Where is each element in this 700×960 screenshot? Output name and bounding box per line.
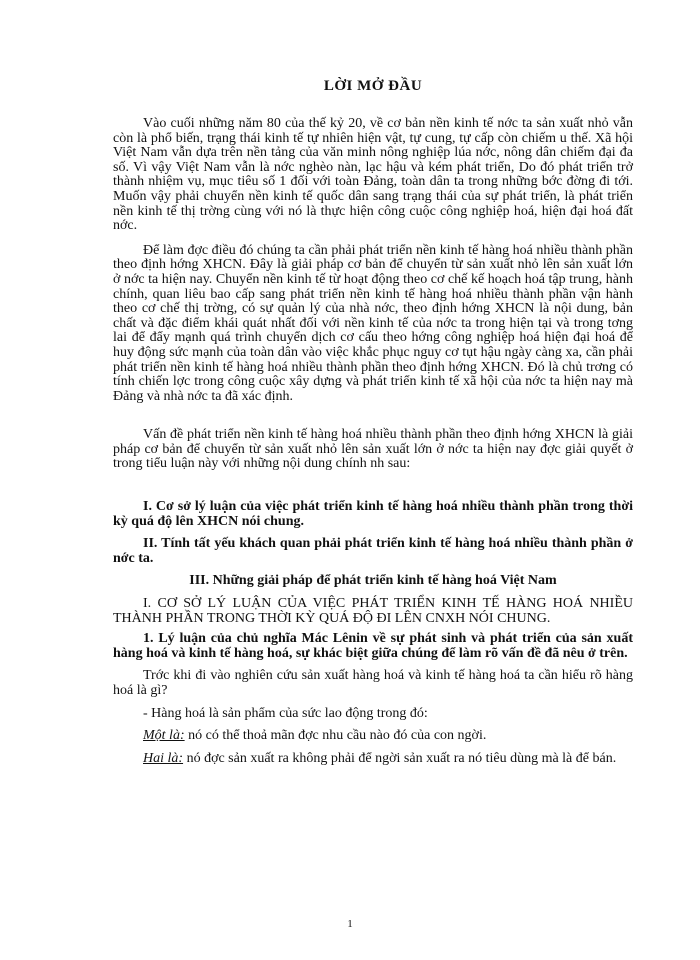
item-text: nó đợc sản xuất ra không phải để ngời sản xuất ra nó tiêu dùng mà là để bán. [183,750,617,766]
section-heading-3: III. Những giải pháp để phát triển kinh tế hàng hoá Việt Nam [189,573,557,589]
page-number: 1 [347,918,353,930]
document-page [113,70,633,774]
list-item [113,752,633,767]
item-label: Một là: [143,728,185,744]
intro-paragraph-2: Để làm đợc điều đó chúng ta cần phải phát triển nền kinh tế hàng hoá nhiều thành phần theo định hớng XHCN. Đây là giải pháp cơ bản để chuyển từ sản xuất nhỏ lên sản xuất lớn ở nớc ta hiện nay. Chuyển nền kinh tế từ hoạt động theo cơ chế kế hoạch hoá tập trung, hành chính, quan liêu bao cấp sang phát triển nền kinh tế hàng hoá nhiều thành phần vận hành theo cơ chế thị trờng, có sự quản lý của nhà nớc, theo định hớng XHCN là nội dung, bản chất và đặc điểm khái quát nhất đối với nền kinh tế của nớc ta trong hiện tại và trong tơng lai để đẩy mạnh quá trình chuyển dịch cơ cấu theo hớng công nghiệp hoá hiện đại hoá để huy động sức mạnh của toàn dân vào việc khắc phục nguy cơ tụt hậu ngày càng xa, cần phải phát triển nền kinh tế hàng hoá nhiều thành phần theo định hớng XHCN. Đó là chủ trơng có tính chiến lợc trong công cuộc xây dựng và phát triển kinh tế xã hội của nớc ta hiện nay mà Đảng và nhà nớc ta đã xác định. [113,242,633,404]
list-item [113,729,633,744]
question-paragraph: Trớc khi đi vào nghiên cứu sản xuất hàng hoá và kinh tế hàng hoá ta cần hiểu rõ hàng hoá là gì? [113,668,633,698]
section-heading-1: I. Cơ sở lý luận của việc phát triển kinh tế hàng hoá nhiều thành phần trong thời kỳ quá độ lên XHCN nói chung. [113,499,633,529]
definition-line: - Hàng hoá là sản phẩm của sức lao động trong đó: [143,705,428,721]
chapter-heading: I. CƠ SỞ LÝ LUẬN CỦA VIỆC PHÁT TRIỂN KINH TẾ HÀNG HOÁ NHIỀU THÀNH PHẦN TRONG THỜI KỲ QUÁ ĐỘ ĐI LÊN CNXH NÓI CHUNG. [113,596,633,626]
spacer [113,414,633,428]
intro-paragraph-3: Vấn đề phát triển nền kinh tế hàng hoá nhiều thành phần theo định hớng XHCN là giải pháp cơ bản để chuyển từ sản xuất nhỏ lên sản xuất lớn ở nớc ta hiện nay đợc giải quyết ở trong tiểu luận này với những nội dung chính nh sau: [113,427,633,472]
page-title: LỜI MỞ ĐẦU [323,78,423,94]
intro-paragraph-1: Vào cuối những năm 80 của thế kỷ 20, về cơ bản nền kinh tế nớc ta sản xuất nhỏ vẫn còn là phổ biến, trạng thái kinh tế tự nhiên hiện vật, tự cung, tự cấp còn chiếm u thế. Xã hội Việt Nam vẫn dựa trên nền tảng của văn minh nông nghiệp lúa nớc, nông dân chiếm đại đa số. Vì vậy Việt Nam vẫn là nớc nghèo nàn, lạc hậu và kém phát triển, Do đó phát triển trở thành nhiệm vụ, mục tiêu số 1 đối với toàn Đảng, toàn dân ta trong những bớc đờng đi tới. Muốn vậy phải chuyển nền kinh tế quốc dân sang trạng thái của sự phát triển, là phát triển nền kinh tế thị trờng cùng với nó là thực hiện công cuộc công nghiệp hoá, hiện đại hoá đất nớc. [113,116,633,234]
item-text: nó có thể thoả mãn đợc nhu cầu nào đó của con ngời. [184,728,487,744]
subsection-heading: 1. Lý luận của chủ nghĩa Mác Lênin về sự phát sinh và phát triển của sản xuất hàng hoá và kinh tế hàng hoá, sự khác biệt giữa chúng để làm rõ vấn đề đã nêu ở trên. [113,631,633,661]
item-label: Hai là: [143,750,184,766]
spacer [113,482,633,496]
section-heading-2: II. Tính tất yếu khách quan phải phát triển kinh tế hàng hoá nhiều thành phần ở nớc ta. [113,536,633,566]
